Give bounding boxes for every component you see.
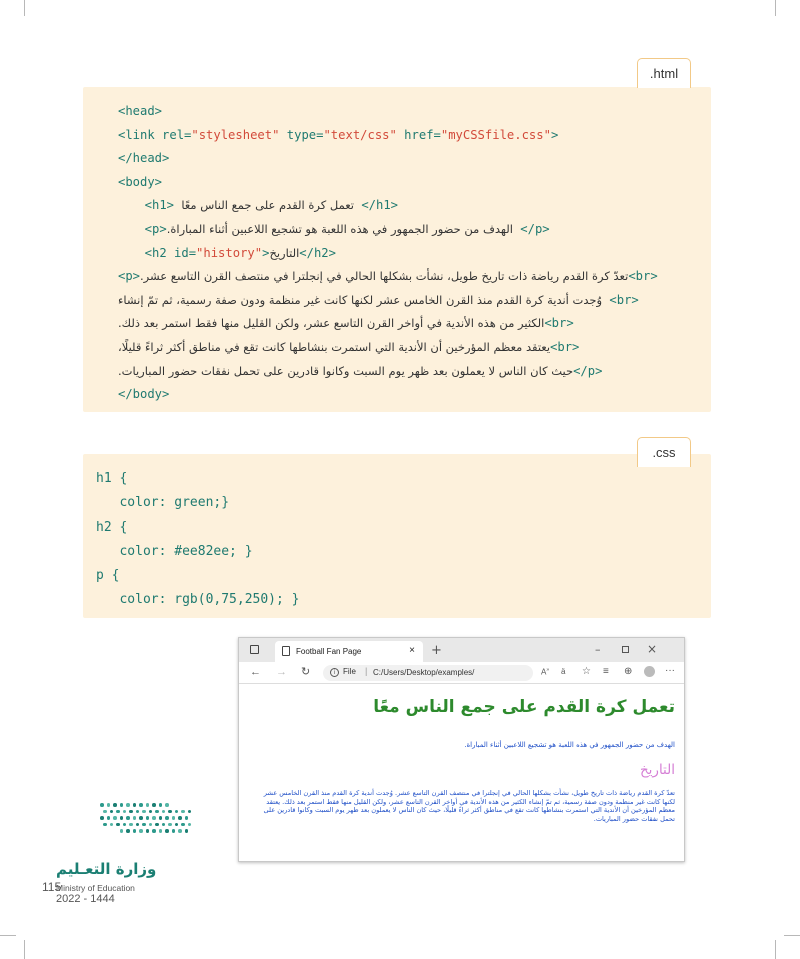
code-line	[96, 516, 300, 540]
code-token: <p>	[118, 269, 141, 284]
code-line	[118, 147, 658, 171]
logo-dot	[123, 810, 127, 814]
logo-dot	[113, 816, 117, 820]
code-token: </p>	[573, 363, 603, 378]
logo-dot	[168, 823, 172, 827]
code-token: >	[262, 245, 270, 260]
arabic-text: الكثير من هذه الأندية في أواخر القرن التاسع عشر، ولكن القليل منها فقط استمر بعد ذلك.	[118, 316, 545, 331]
logo-dot	[133, 803, 137, 807]
logo-dot	[126, 803, 130, 807]
logo-dot	[175, 823, 179, 827]
logo-dot	[123, 823, 127, 827]
close-window-icon[interactable]: ×	[647, 642, 658, 656]
logo-dot	[152, 829, 156, 833]
code-token: p {	[96, 568, 120, 584]
logo-dot	[155, 810, 159, 814]
code-line	[96, 588, 300, 612]
page-heading: تعمل كرة القدم على جمع الناس معًا	[373, 697, 675, 717]
crop-mark	[24, 0, 25, 16]
arabic-text: تعدّ كرة القدم رياضة ذات تاريخ طويل، نشأت بشكلها الحالي في إنجلترا في منتصف القرن التاسع عشر.	[140, 269, 629, 284]
logo-dot	[129, 810, 133, 814]
logo-dot	[172, 829, 176, 833]
code-token: <head>	[118, 104, 163, 118]
browser-address-bar	[239, 662, 684, 684]
code-line	[118, 100, 658, 124]
logo-dot	[113, 803, 117, 807]
url-divider: |	[365, 666, 368, 676]
code-token: </p>	[512, 221, 550, 236]
translate-icon[interactable]: ä	[561, 667, 566, 676]
logo-dot	[146, 816, 150, 820]
code-string: "text/css"	[323, 127, 397, 142]
arabic-text: الهدف من حضور الجمهور في هذه اللعبة هو تشجيع اللاعبين أثناء المباراة.	[166, 221, 513, 236]
code-token: <p>	[130, 221, 167, 236]
code-token: type=	[279, 127, 324, 142]
crop-mark	[0, 935, 16, 936]
logo-dot	[146, 803, 150, 807]
logo-dot	[181, 823, 185, 827]
logo-dot	[120, 816, 124, 820]
code-line	[118, 124, 658, 148]
code-token: color: #ee82ee; }	[96, 543, 253, 559]
logo-dot	[181, 810, 185, 814]
code-token: <link rel=	[118, 127, 192, 142]
browser-tab-bar	[239, 638, 684, 662]
code-line	[118, 194, 658, 218]
tab-actions-icon[interactable]	[250, 645, 259, 654]
more-icon[interactable]: ···	[665, 665, 675, 676]
close-tab-icon[interactable]: ×	[409, 645, 415, 656]
logo-dot	[188, 823, 192, 827]
code-token: <br>	[628, 269, 658, 284]
code-token: <body>	[118, 174, 163, 189]
browser-tab[interactable]	[275, 641, 423, 662]
arabic-text: يعتقد معظم المؤرخين أن الأندية التي استمرت بنشاطها كانت تقع في مناطق أكثر ثراءً قليلًا،	[118, 339, 551, 354]
logo-dot	[155, 823, 159, 827]
browser-tab-title: Football Fan Page	[296, 647, 362, 656]
logo-dot	[165, 816, 169, 820]
logo-dot	[126, 816, 130, 820]
logo-dot	[139, 803, 143, 807]
url-field[interactable]	[323, 665, 533, 681]
logo-dot	[178, 829, 182, 833]
code-line	[118, 289, 658, 313]
logo-dot	[133, 829, 137, 833]
page-icon	[282, 646, 290, 656]
code-token: <br>	[550, 339, 580, 354]
logo-dot	[178, 816, 182, 820]
logo-dot	[149, 823, 153, 827]
arabic-text: حيث كان الناس لا يعملون بعد ظهر يوم السبت وكانوا قادرين على تحمل نفقات حضور المباريات.	[118, 363, 574, 378]
code-line	[96, 564, 300, 588]
page-paragraph: الهدف من حضور الجمهور في هذه اللعبة هو تشجيع اللاعبين أثناء المباراة.	[464, 741, 675, 749]
code-token: </h2>	[299, 245, 336, 260]
logo-dot	[116, 810, 120, 814]
html-code-block	[118, 100, 658, 407]
logo-dot	[159, 829, 163, 833]
logo-dot	[185, 816, 189, 820]
page-subheading: التاريخ	[639, 762, 675, 778]
logo-dot	[152, 816, 156, 820]
new-tab-button[interactable]: +	[431, 643, 442, 658]
code-line	[118, 336, 658, 360]
logo-dot	[120, 829, 124, 833]
crop-mark	[775, 940, 776, 959]
back-icon[interactable]: ←	[250, 666, 261, 678]
code-string: "stylesheet"	[191, 127, 280, 142]
page-number: 115	[42, 880, 62, 894]
code-line	[118, 265, 658, 289]
logo-dot	[175, 810, 179, 814]
code-line	[118, 171, 658, 195]
code-line	[118, 383, 658, 407]
browser-window	[238, 637, 685, 862]
collections-icon[interactable]: ⊕	[624, 666, 633, 677]
arabic-text: وُجدت أندية كرة القدم منذ القرن الخامس عشر لكنها كانت غير منظمة ودون صفة رسمية، ثم تمّ إنشاء	[118, 292, 603, 307]
code-line	[118, 242, 658, 266]
refresh-icon[interactable]: ↻	[301, 666, 311, 678]
minimize-icon[interactable]: –	[595, 643, 601, 656]
code-token: <br>	[602, 292, 639, 307]
read-aloud-icon[interactable]: A»	[541, 667, 550, 677]
code-token: color: rgb(0,75,250); }	[96, 592, 300, 608]
logo-dot	[139, 816, 143, 820]
logo-dot	[152, 803, 156, 807]
code-token: <br>	[544, 316, 574, 331]
code-line	[96, 491, 300, 515]
profile-icon[interactable]	[644, 666, 655, 677]
code-token: color: green;}	[96, 495, 230, 511]
logo-dot	[120, 803, 124, 807]
logo-dot	[172, 816, 176, 820]
code-line	[118, 218, 658, 242]
logo-dot	[100, 816, 104, 820]
ministry-name-english: Ministry of Education	[56, 883, 135, 893]
logo-dot	[110, 810, 114, 814]
logo-dot	[142, 810, 146, 814]
code-token: </body>	[118, 387, 170, 402]
logo-dot	[146, 829, 150, 833]
maximize-icon[interactable]	[622, 646, 629, 653]
info-icon: i	[330, 668, 339, 677]
url-text: C:/Users/Desktop/examples/	[373, 668, 475, 677]
favorites-list-icon[interactable]: ≡	[603, 666, 609, 677]
logo-dot	[100, 803, 104, 807]
css-code-block	[96, 467, 300, 613]
logo-dot	[107, 816, 111, 820]
logo-dot	[168, 810, 172, 814]
arabic-text: تعمل كرة القدم على جمع الناس معًا	[181, 198, 354, 213]
page-history-paragraph: تعدّ كرة القدم رياضة ذات تاريخ طويل، نشأت بشكلها الحالي في إنجلترا في منتصف القرن التاسع عشر. وُجدت أندية كرة القدم منذ القرن الخامس عشر لكنها كانت غير منظمة ودون صفة رسمية، ثم تمّ إنشاء الكثير من هذه الأندية في أواخر القرن التاسع عشر، ولكن القليل منها فقط استمر بعد ذلك. يعتقد معظم المؤرخين أن الأندية التي استمرت بنشاطها كانت تقع في مناطق أكثر ثراءً قليلًا، حيث كان الناس لا يعملون بعد ظهر يوم السبت وكانوا قادرين على تحمل نفقات حضور المباريات.	[263, 789, 675, 823]
arabic-text: التاريخ	[269, 245, 300, 260]
rendered-page	[239, 685, 684, 861]
logo-dot	[165, 829, 169, 833]
logo-dot	[142, 823, 146, 827]
code-string: "myCSSfile.css"	[440, 127, 551, 142]
code-token: >	[550, 127, 559, 142]
logo-dot	[139, 829, 143, 833]
code-string: "history"	[196, 245, 263, 260]
ministry-name-arabic: وزارة التعـليم	[56, 860, 157, 878]
logo-dot	[162, 810, 166, 814]
logo-dot	[136, 810, 140, 814]
logo-dot	[129, 823, 133, 827]
logo-dot	[116, 823, 120, 827]
code-line	[96, 467, 300, 491]
crop-mark	[775, 0, 776, 16]
ministry-logo	[100, 803, 192, 837]
logo-dot	[149, 810, 153, 814]
logo-dot	[159, 816, 163, 820]
code-token: h2 {	[96, 519, 128, 535]
logo-dot	[159, 803, 163, 807]
code-token: h1 {	[96, 471, 128, 486]
logo-dot	[136, 823, 140, 827]
html-file-tab: .html	[637, 58, 691, 88]
crop-mark	[24, 940, 25, 959]
url-prefix: File	[343, 667, 356, 676]
crop-mark	[784, 935, 800, 936]
logo-dot	[162, 823, 166, 827]
code-token: </head>	[118, 151, 170, 166]
code-line	[118, 312, 658, 336]
code-line	[96, 540, 300, 564]
logo-dot	[188, 810, 192, 814]
logo-dot	[133, 816, 137, 820]
logo-dot	[103, 810, 107, 814]
favorite-icon[interactable]: ☆	[582, 666, 591, 677]
code-token: </h1>	[354, 198, 399, 213]
logo-dot	[110, 823, 114, 827]
code-token: <h2 id=	[130, 245, 197, 260]
css-file-tab: .css	[637, 437, 691, 467]
logo-dot	[107, 803, 111, 807]
forward-icon[interactable]: →	[276, 666, 287, 678]
logo-dot	[126, 829, 130, 833]
code-token: href=	[396, 127, 441, 142]
logo-dot	[103, 823, 107, 827]
edition-year: 2022 - 1444	[56, 893, 115, 905]
code-token: <h1>	[130, 198, 182, 213]
code-line	[118, 360, 658, 384]
logo-dot	[185, 829, 189, 833]
logo-dot	[165, 803, 169, 807]
